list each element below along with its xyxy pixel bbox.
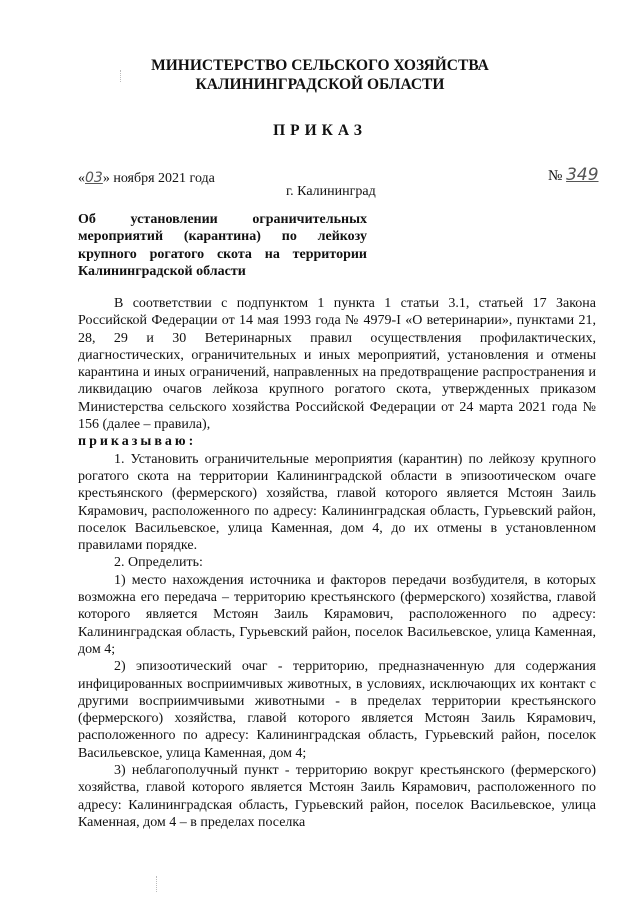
- city: г. Калининград: [286, 184, 376, 199]
- order-title: ПРИКАЗ: [273, 122, 367, 139]
- item-2-2-paragraph: 2) эпизоотический очаг - территорию, предназначенную для содержания инфицированных восприимчивых животных, в условиях, исключающих их контакт с другими восприимчивыми животными - в пределах территории крестьянского (фермерского) хозяйства, главой которого является Мстоян Заиль Кярамович, расположенного по адресу: Калининградская область, Гурьевский район, поселок Васильевское, улица Каменная, дом 4;: [78, 659, 596, 761]
- preamble-text: В соответствии с подпунктом 1 пункта 1 статьи 3.1, статьей 17 Закона Российской Федерации от 14 мая 1993 года № 4979-I «О ветеринарии», пунктами 21, 28, 29 и 30 Ветеринарных правил осуществления профилактических, диагностических, ограничительных и иных мероприятий, установления и отмены карантина и иных ограничений, направленных на предотвращение распространения и ликвидацию очагов лейкоза крупного рогатого скота, утвержденных приказом Министерства сельского хозяйства Российской Федерации от 24 марта 2021 года № 156 (далее – правила),: [78, 296, 596, 433]
- item-2-1-paragraph: 1) место нахождения источника и факторов передачи возбудителя, в которых возможна его передача – территорию крестьянского (фермерского) хозяйства, главой которого является Мстоян Заиль Кярамович, расположенного по адресу: Калининградская область, Гурьевский район, поселок Васильевское, улица Каменная, дом 4;: [78, 572, 596, 657]
- date-month-year: ноября 2021 года: [109, 171, 215, 186]
- scan-mark: [156, 876, 158, 892]
- subject-line-3: крупного рогатого скота на территории: [78, 246, 367, 262]
- order-body: [78, 295, 596, 831]
- orders-word: приказываю:: [78, 434, 197, 450]
- ministry-header-line-1: МИНИСТЕРСТВО СЕЛЬСКОГО ХОЗЯЙСТВА: [151, 57, 489, 74]
- number-value-handwritten: 349: [566, 165, 599, 185]
- date-day-handwritten: 03: [85, 170, 103, 186]
- subject-line-1: Об установлении ограничительных: [78, 212, 367, 227]
- item-1-paragraph: 1. Установить ограничительные мероприятия (карантин) по лейкозу крупного рогатого скота на территории Калининградской области в эпизоотическом очаге крестьянского (фермерского) хозяйства, главой которого является Мстоян Заиль Кярамович, расположенного по адресу: Калининградская область, Гурьевский район, поселок Васильевское, улица Каменная, дом 4, до их отмены в установленном правилами порядке.: [78, 451, 596, 554]
- order-subject: [78, 211, 367, 281]
- date-quote-open: «: [78, 171, 85, 186]
- ministry-header-line-2: КАЛИНИНГРАДСКОЙ ОБЛАСТИ: [195, 76, 445, 93]
- item-2-paragraph: 2. Определить:: [114, 555, 203, 571]
- date-quote-close: »: [102, 171, 110, 186]
- item-2-3-paragraph: 3) неблагополучный пункт - территорию вокруг крестьянского (фермерского) хозяйства, главой которого является Мстоян Заиль Кярамович, расположенного по адресу: Калининградская область, Гурьевский район, поселок Васильевское, улица Каменная, дом 4 – в пределах поселка: [78, 763, 596, 830]
- ministry-header: [0, 56, 640, 94]
- order-date: [78, 170, 215, 187]
- subject-line-2: мероприятий (карантина) по лейкозу: [78, 229, 367, 245]
- order-number: [548, 165, 599, 185]
- preamble-paragraph: [78, 295, 596, 451]
- number-sign: №: [548, 168, 563, 184]
- subject-line-4: Калининградской области: [78, 264, 246, 280]
